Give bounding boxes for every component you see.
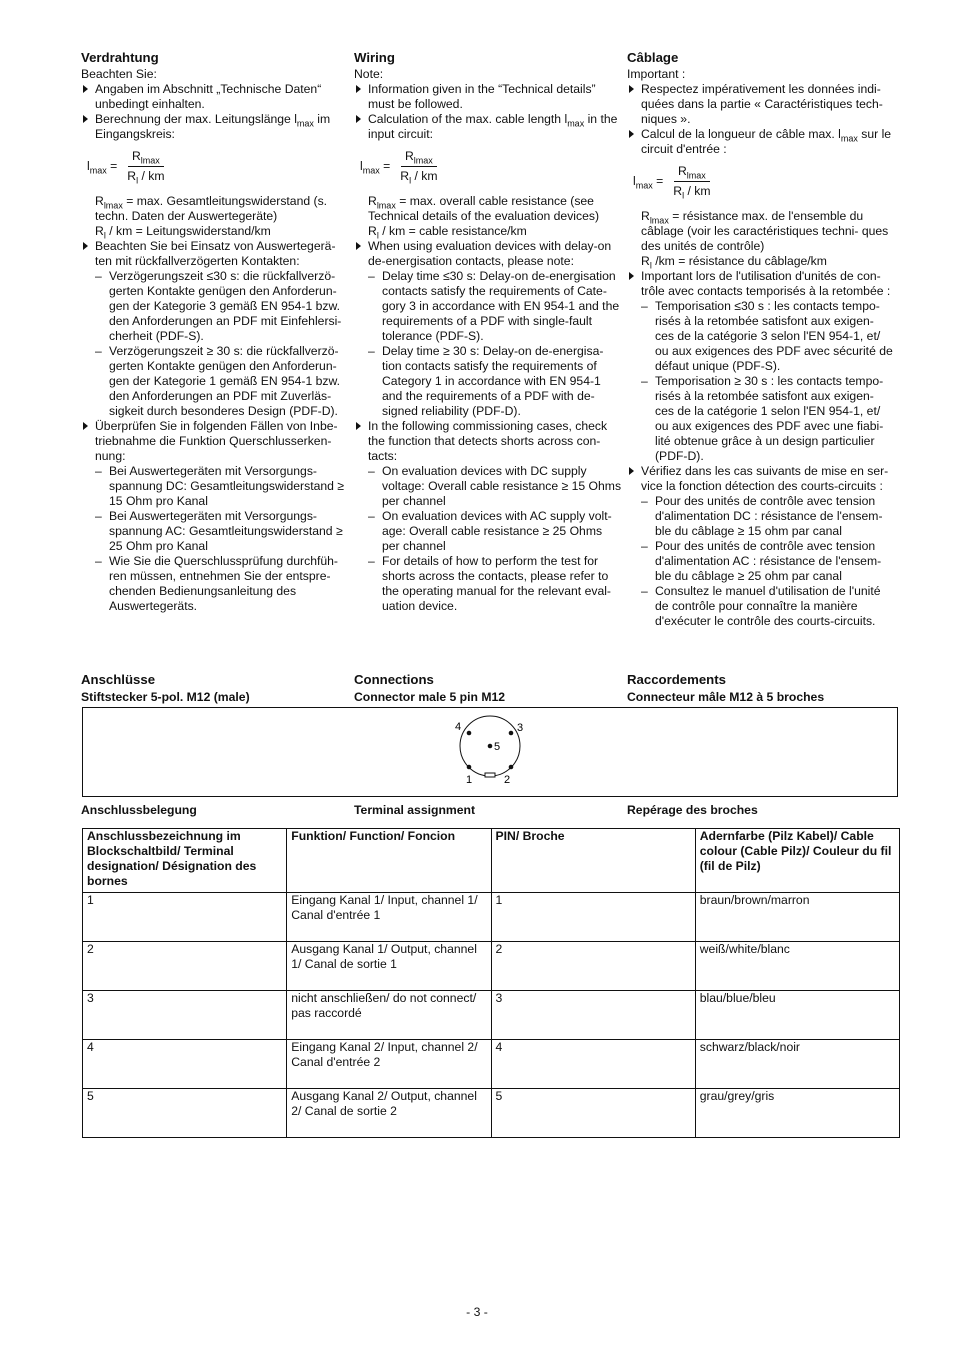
- connections-heading-en: [354, 672, 622, 705]
- formula-numerator: $R_{lmax}$: [401, 149, 437, 167]
- dash-item: – Bei Auswertegeräten mit Versorgungs- spannung DC: Gesamtleitungswiderstand ≥ 15 Ohm pro Kanal: [95, 464, 349, 509]
- dash-list: [368, 269, 622, 419]
- dash-item: – Verzögerungszeit ≥ 30 s: die rückfallverzö- gerten Kontakte genügen den Anforderun- gen der Kategorie 1 gemäß EN 954-1 bzw. den Anforderungen an PDF mit Zuverläs- sigkeit durch besonderes Design (PDF-D).: [95, 344, 349, 419]
- terminal-assignment-table: [82, 828, 900, 1138]
- formula-denominator: $R_l$ / km: [400, 169, 438, 186]
- connector-subtitle: Connecteur mâle M12 à 5 broches: [627, 690, 825, 704]
- dash-item: – Pour des unités de contrôle avec tension d'alimentation AC : résistance de l'ensem- ble du câblage ≥ 25 ohm par canal: [641, 539, 895, 584]
- table-cell: Eingang Kanal 1/ Input, channel 1/ Canal d'entrée 1: [287, 893, 491, 942]
- dash-list: [95, 269, 349, 419]
- table-cell: braun/brown/marron: [695, 893, 899, 942]
- bullet-list: [354, 82, 622, 142]
- table-row: [83, 893, 900, 942]
- pin-dot-3: [509, 731, 514, 736]
- bullet-item: Angaben im Abschnitt „Technische Daten“ unbedingt einhalten.: [81, 82, 349, 112]
- dash-item: – Temporisation ≥ 30 s : les contacts tempo- risés à la retombée satisfont aux exigen- ces de la catégorie 1 selon l'EN 954-1, et/ ou aux exigences des PDF avec une fiabi- lité obtenue grâce à un design particulier (PDF-D).: [641, 374, 895, 464]
- dash-item: – On evaluation devices with DC supply voltage: Overall cable resistance ≥ 15 Ohms per channel: [368, 464, 622, 509]
- dash-item: – For details of how to perform the test for shorts across the contacts, please refer to the operating manual for the relevant eval- uation device.: [368, 554, 622, 614]
- section-title: Connections: [354, 672, 434, 687]
- formula: [360, 149, 622, 184]
- table-cell: 5: [491, 1089, 695, 1138]
- section-title: Raccordements: [627, 672, 726, 687]
- formula: [633, 164, 895, 199]
- table-cell: 1: [83, 893, 287, 942]
- bullet-item: Respectez impérativement les données indi- quées dans la partie « Caractéristiques tech- niques ».: [627, 82, 895, 127]
- dash-list: [641, 494, 895, 629]
- table-row: [83, 1089, 900, 1138]
- bullet-list: [81, 239, 349, 614]
- bullet-item: In the following commissioning cases, check the function that detects shorts across con- tacts: – On evaluation devices with DC supply voltage: Overall cable resistance ≥ 15 Ohms per channel – On evaluation devices with AC supply volt- age: Overall cable resistance ≥ 25 Ohms per channel – For details of how to perform the test for shorts across the contacts, please refer to the operating manual for the relevant eval- uation device.: [354, 419, 622, 614]
- formula-lhs: $l_{max}$ =: [87, 159, 118, 176]
- bullet-text: Berechnung der max. Leitungslänge l: [95, 112, 297, 126]
- table-row: [83, 942, 900, 991]
- wiring-column-fr: [627, 50, 895, 629]
- pin-label-5: 5: [494, 741, 501, 753]
- dash-item: – Wie Sie die Querschlussprüfung durchfüh- ren müssen, entnehmen Sie der entspre- chenden Bedienungsanleitung des Auswertegeräts.: [95, 554, 349, 614]
- column-header: Adernfarbe (Pilz Kabel)/ Cable colour (Cable Pilz)/ Couleur du fil (fil de Pilz): [695, 829, 899, 893]
- table-cell: Ausgang Kanal 2/ Output, channel 2/ Canal de sortie 2: [287, 1089, 491, 1138]
- formula-fraction: [669, 164, 714, 199]
- bullet-item: [81, 112, 349, 142]
- connections-heading-fr: [627, 672, 895, 705]
- table-cell: Eingang Kanal 2/ Input, channel 2/ Canal d'entrée 2: [287, 1040, 491, 1089]
- definition: $R_l$ /km = résistance du câblage/km: [641, 254, 827, 271]
- table-cell: grau/grey/gris: [695, 1089, 899, 1138]
- note-label: Beachten Sie:: [81, 67, 157, 81]
- section-title: Verdrahtung: [81, 50, 159, 65]
- table-cell: 2: [83, 942, 287, 991]
- connector-subtitle: Connector male 5 pin M12: [354, 690, 506, 704]
- column-header: Anschlussbezeichnung im Blockschaltbild/ Terminal designation/ Désignation des bornes: [83, 829, 287, 893]
- table-row: [83, 1040, 900, 1089]
- bullet-item: [627, 127, 895, 157]
- section-title: Câblage: [627, 50, 679, 65]
- dash-item: – On evaluation devices with AC supply volt- age: Overall cable resistance ≥ 25 Ohms per channel: [368, 509, 622, 554]
- table-cell: weiß/white/blanc: [695, 942, 899, 991]
- pin-label-2: 2: [504, 774, 511, 786]
- table-cell: 1: [491, 893, 695, 942]
- bullet-list: [627, 82, 895, 157]
- bullet-text: in the input circuit:: [368, 112, 618, 141]
- section-title: Wiring: [354, 50, 395, 65]
- dash-item: – Verzögerungszeit ≤30 s: die rückfallverzö- gerten Kontakte genügen den Anforderun- gen der Kategorie 3 gemäß EN 954-1 bzw. den Anforderungen an PDF mit Einfehlersi- cherheit (PDF-S).: [95, 269, 349, 344]
- table-row: [83, 991, 900, 1040]
- table-cell: 4: [83, 1040, 287, 1089]
- page-number: - 3 -: [466, 1305, 488, 1319]
- bullet-item: Important lors de l'utilisation d'unités de con- trôle avec contacts temporisés à la retombée : – Temporisation ≤30 s : les contacts tempo- risés à la retombée satisfont aux exigen- ces de la catégorie 3 selon l'EN 954-1, et/ ou aux exigences des PDF avec sécurité de défaut unique (PDF-S). – Temporisation ≥ 30 s : les contacts tempo- risés à la retombée satisfont aux exigen- ces de la catégorie 1 selon l'EN 954-1, et/ ou aux exigences des PDF avec une fiabi- lité obtenue grâce à un design particulier (PDF-D).: [627, 269, 895, 464]
- note-label: Important :: [627, 67, 686, 81]
- terminal-label-fr: Repérage des broches: [627, 803, 758, 817]
- formula-lhs: $l_{max}$ =: [633, 174, 664, 191]
- pin-dot-5: [488, 744, 493, 749]
- definition: $R_{lmax} = \max$. overall cable resistance (see Technical details of the evaluation devices): [368, 194, 600, 223]
- pin-dot-1: [467, 765, 472, 770]
- bullet-text: sur le circuit d'entrée :: [641, 127, 892, 156]
- wiring-column-de: [81, 50, 349, 614]
- bullet-list: [354, 239, 622, 614]
- dash-item: – Temporisation ≤30 s : les contacts tempo- risés à la retombée satisfont aux exigen- ces de la catégorie 3 selon l'EN 954-1, et/ ou aux exigences des PDF avec sécurité de défaut unique (PDF-S).: [641, 299, 895, 374]
- bullet-list: [81, 82, 349, 142]
- terminal-label-de: Anschlussbelegung: [81, 803, 197, 817]
- formula: [87, 149, 349, 184]
- definition: $R_{lmax}$ = résistance max. de l'ensemble du câblage (voir les caractéristiques techni- ques des unités de contrôle): [641, 209, 889, 253]
- table-cell: Ausgang Kanal 1/ Output, channel 1/ Canal de sortie 1: [287, 942, 491, 991]
- definition: $R_l$ / km = Leitungswiderstand/km: [95, 224, 271, 241]
- dash-item: – Bei Auswertegeräten mit Versorgungs- spannung AC: Gesamtleitungswiderstand ≥ 25 Ohm pro Kanal: [95, 509, 349, 554]
- table-cell: schwarz/black/noir: [695, 1040, 899, 1089]
- subscript: max: [840, 133, 858, 144]
- wiring-column-en: [354, 50, 622, 614]
- bullet-text: Calcul de la longueur de câble max. l: [641, 127, 841, 141]
- table-cell: 5: [83, 1089, 287, 1138]
- bullet-text: Calculation of the max. cable length l: [368, 112, 568, 126]
- formula-numerator: $R_{lmax}$: [128, 149, 164, 167]
- formula-denominator: $R_l$ / km: [127, 169, 165, 186]
- table-cell: blau/blue/bleu: [695, 991, 899, 1040]
- formula-lhs: $l_{max}$ =: [360, 159, 391, 176]
- subscript: max: [296, 118, 314, 129]
- table-cell: nicht anschließen/ do not connect/ pas raccordé: [287, 991, 491, 1040]
- formula-fraction: [123, 149, 168, 184]
- bullet-item: [354, 112, 622, 142]
- column-header: Funktion/ Function/ Foncion: [287, 829, 491, 893]
- column-header: PIN/ Broche: [491, 829, 695, 893]
- subscript: max: [567, 118, 585, 129]
- pin-label-1: 1: [466, 774, 473, 786]
- bullet-item: When using evaluation devices with delay-on de-energisation contacts, please note: – Delay time ≤30 s: Delay-on de-energisation contacts satisfy the requirements of Cate- gory 3 in accordance with EN 954-1 and the requirements of a PDF with single-fault tolerance (PDF-S). – Delay time ≥ 30 s: Delay-on de-energisa- tion contacts satisfy the requirements of Category 1 in accordance with EN 954-1 and the requirements of a PDF with de- signed reliability (PDF-D).: [354, 239, 622, 419]
- bullet-item: Überprüfen Sie in folgenden Fällen von Inbe- triebnahme die Funktion Querschlusserken- nung: – Bei Auswertegeräten mit Versorgungs- spannung DC: Gesamtleitungswiderstand ≥ 15 Ohm pro Kanal – Bei Auswertegeräten mit Versorgungs- spannung AC: Gesamtleitungswiderstand ≥ 25 Ohm pro Kanal – Wie Sie die Querschlussprüfung durchfüh- ren müssen, entnehmen Sie der entspre- chenden Bedienungsanleitung des Auswertegeräts.: [81, 419, 349, 614]
- bullet-item: Vérifiez dans les cas suivants de mise en ser- vice la fonction détection des courts-circuits : – Pour des unités de contrôle avec tension d'alimentation DC : résistance de l'ensem- ble du câblage ≥ 15 ohm par canal – Pour des unités de contrôle avec tension d'alimentation AC : résistance de l'ensem- ble du câblage ≥ 25 ohm par canal – Consultez le manuel d'utilisation de l'unité de contrôle pour connaître la manière d'exécuter le contrôle des courts-circuits.: [627, 464, 895, 629]
- pin-label-3: 3: [517, 722, 524, 734]
- table-cell: 4: [491, 1040, 695, 1089]
- connector-subtitle: Stiftstecker 5-pol. M12 (male): [81, 690, 250, 704]
- dash-list: [368, 464, 622, 614]
- dash-item: – Delay time ≥ 30 s: Delay-on de-energisa- tion contacts satisfy the requirements of Category 1 in accordance with EN 954-1 and the requirements of a PDF with de- signed reliability (PDF-D).: [368, 344, 622, 419]
- formula-denominator: $R_l$ / km: [673, 184, 711, 201]
- pin-dot-2: [509, 765, 514, 770]
- bullet-item: Information given in the “Technical details” must be followed.: [354, 82, 622, 112]
- formula-fraction: [396, 149, 441, 184]
- note-label: Note:: [354, 67, 384, 81]
- table-cell: 3: [491, 991, 695, 1040]
- connector-key: [485, 773, 495, 777]
- connections-heading-de: [81, 672, 349, 705]
- bullet-text: im Eingangskreis:: [95, 112, 331, 141]
- section-title: Anschlüsse: [81, 672, 156, 687]
- formula-numerator: $R_{lmax}$: [674, 164, 710, 182]
- dash-item: – Consultez le manuel d'utilisation de l'unité de contrôle pour connaître la manière d'exécuter le contrôle des courts-circuits.: [641, 584, 895, 629]
- bullet-item: Beachten Sie bei Einsatz von Auswertegerä- ten mit rückfallverzögerten Kontakten: – Verzögerungszeit ≤30 s: die rückfallverzö- gerten Kontakte genügen den Anforderun- gen der Kategorie 3 gemäß EN 954-1 bzw. den Anforderungen an PDF mit Einfehlersi- cherheit (PDF-S). – Verzögerungszeit ≥ 30 s: die rückfallverzö- gerten Kontakte genügen den Anforderun- gen der Kategorie 1 gemäß EN 954-1 bzw. den Anforderungen an PDF mit Zuverläs- sigkeit durch besonderes Design (PDF-D).: [81, 239, 349, 419]
- table-header-row: [83, 829, 900, 893]
- dash-item: – Pour des unités de contrôle avec tension d'alimentation DC : résistance de l'ensem- ble du câblage ≥ 15 ohm par canal: [641, 494, 895, 539]
- dash-list: [95, 464, 349, 614]
- terminal-label-en: Terminal assignment: [354, 803, 476, 817]
- dash-item: – Delay time ≤30 s: Delay-on de-energisation contacts satisfy the requirements of Cate- gory 3 in accordance with EN 954-1 and the requirements of a PDF with single-fault tolerance (PDF-S).: [368, 269, 622, 344]
- bullet-list: [627, 269, 895, 629]
- m12-connector-icon: [445, 715, 535, 793]
- table-cell: 3: [83, 991, 287, 1040]
- pin-dot-4: [467, 731, 472, 736]
- pin-label-4: 4: [455, 721, 462, 733]
- definition: $R_l$ / km = cable resistance/km: [368, 224, 527, 241]
- dash-list: [641, 299, 895, 464]
- table-cell: 2: [491, 942, 695, 991]
- definition: $R_{lmax} = \max$. Gesamtleitungswiderstand (s. techn. Daten der Auswertegeräte): [95, 194, 328, 223]
